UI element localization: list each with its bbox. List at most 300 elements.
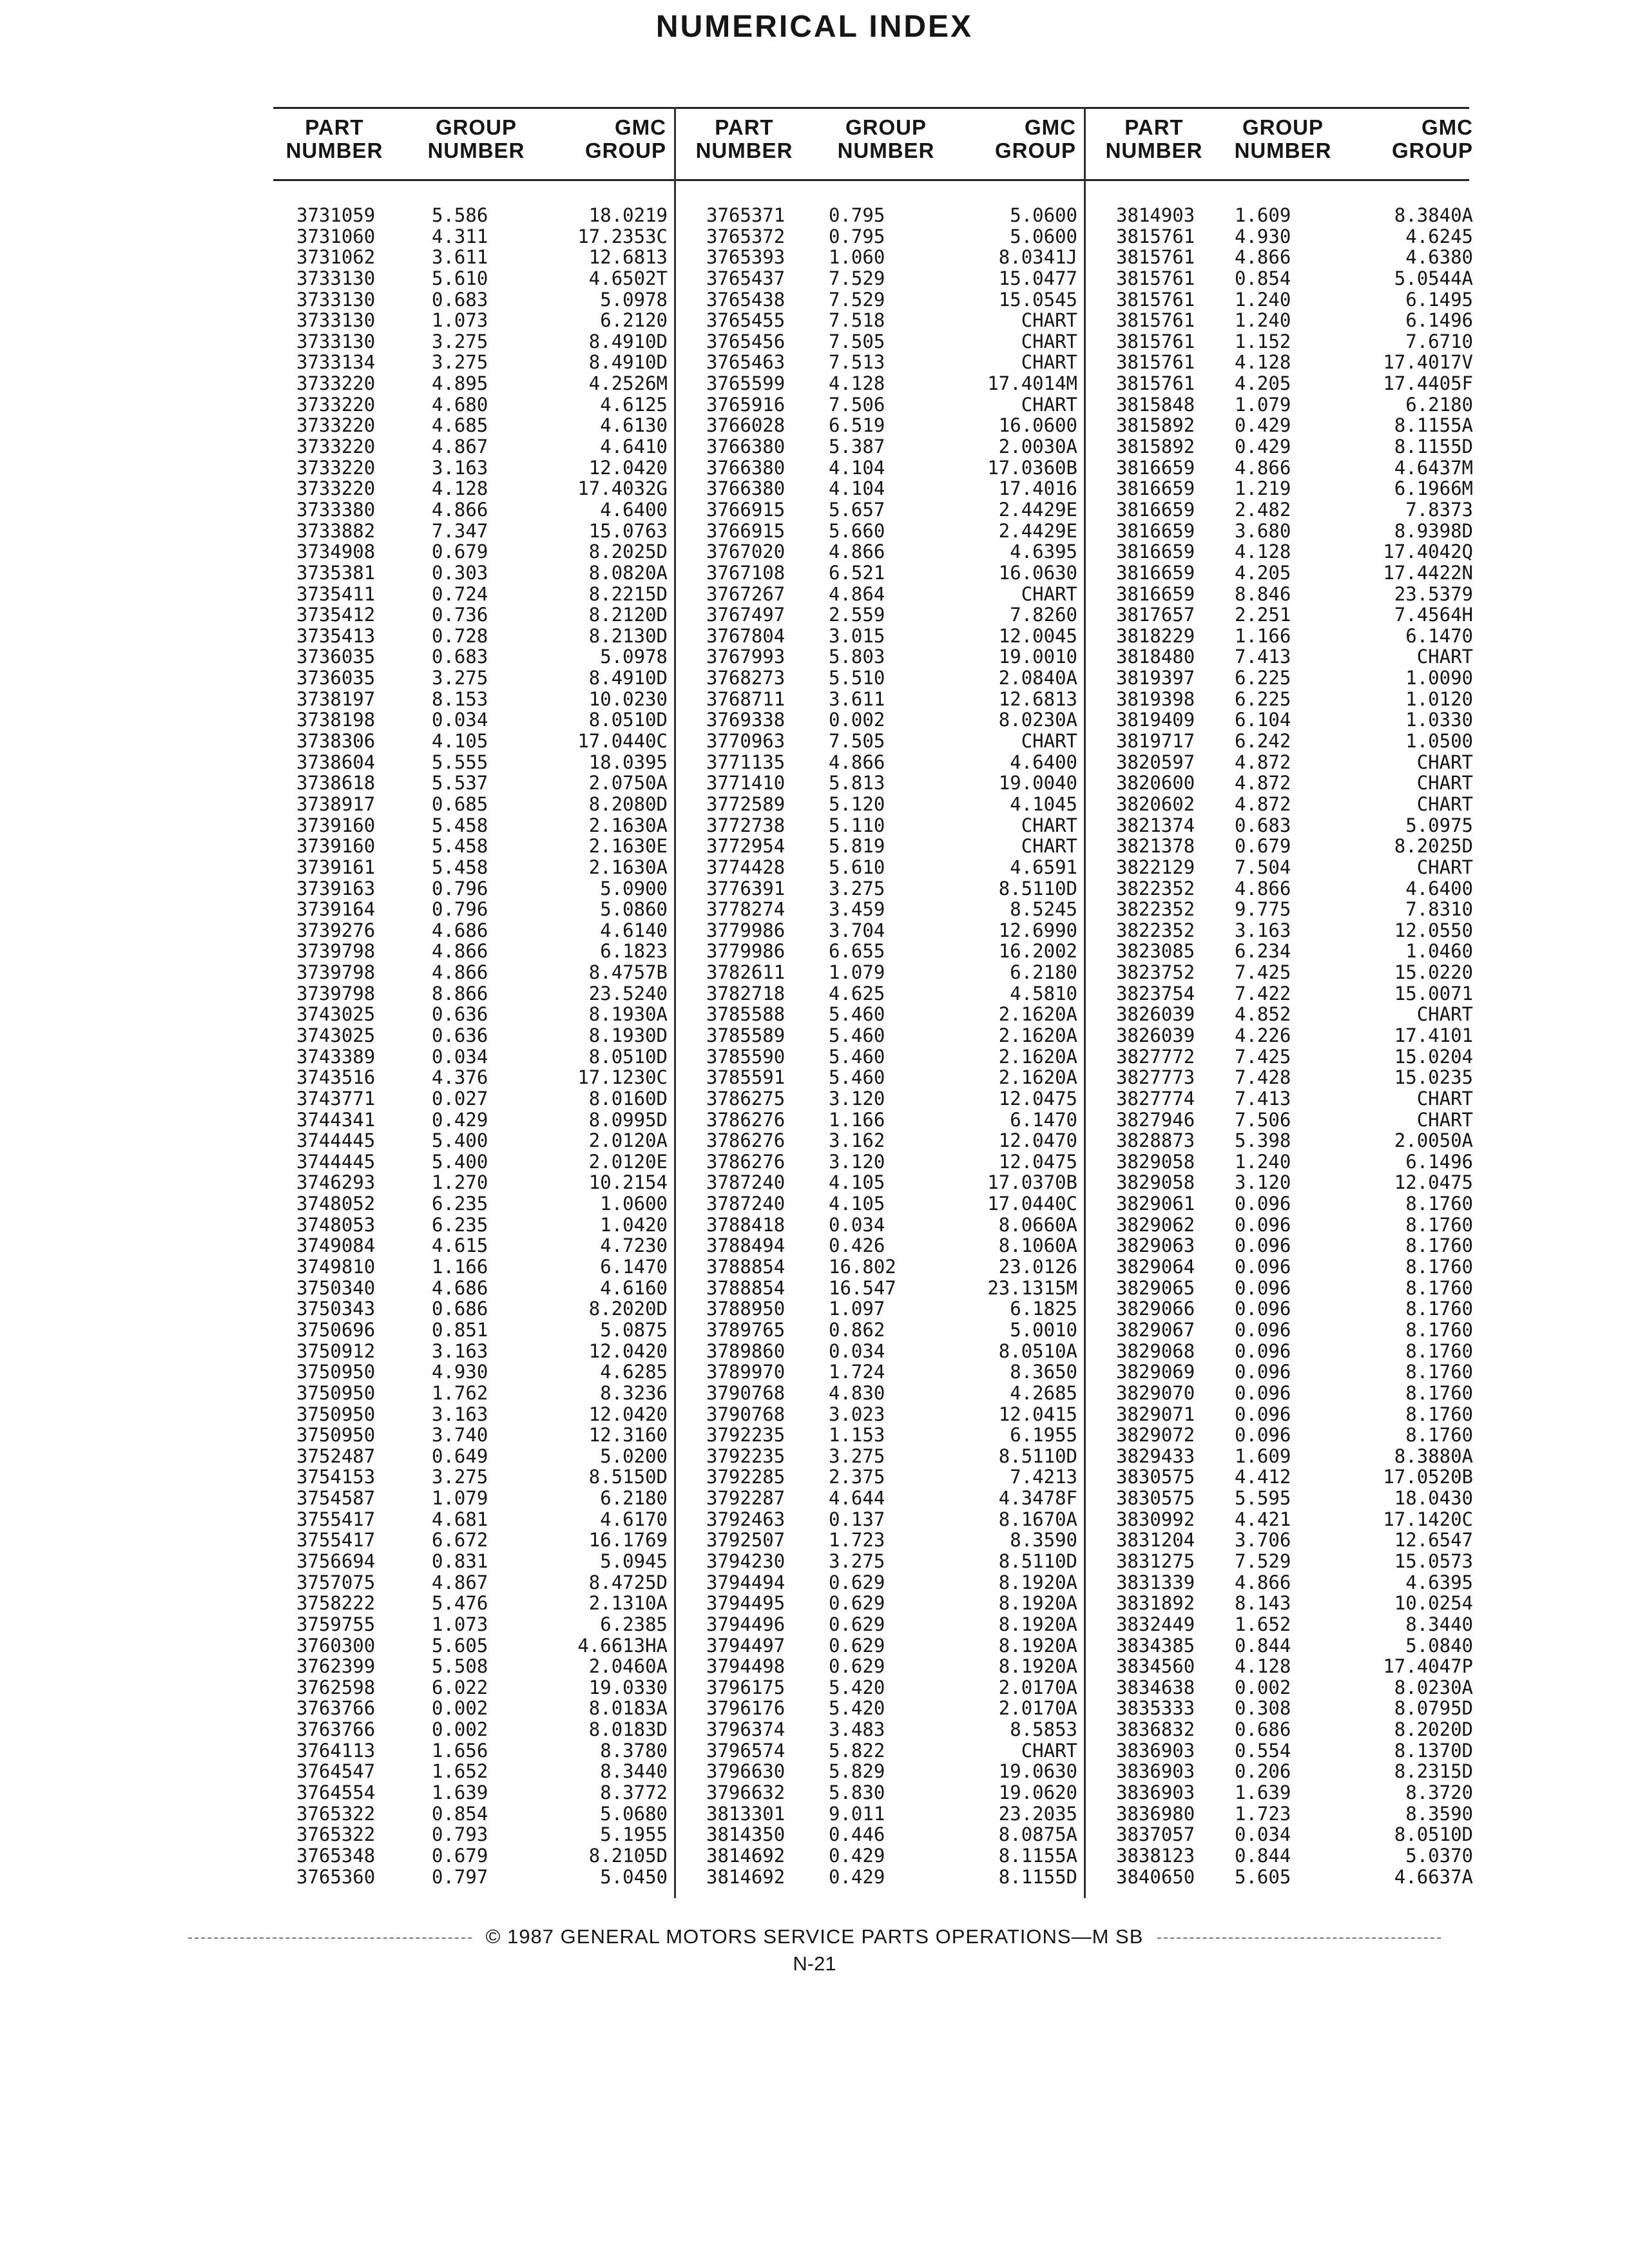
table-row (683, 1361, 1084, 1383)
table-row (1093, 709, 1480, 731)
part-number: 3834638 (1116, 1676, 1195, 1698)
part-number: 3816659 (1116, 456, 1195, 479)
group-number: 1.166 (829, 1108, 885, 1131)
gmc-group: 8.0230A (998, 709, 1077, 731)
part-number: 3835333 (1116, 1697, 1195, 1720)
part-number: 3792235 (706, 1445, 786, 1467)
group-number: 3.275 (829, 877, 885, 899)
table-row (273, 1803, 674, 1825)
part-number: 3796632 (706, 1782, 786, 1804)
group-number: 0.002 (432, 1718, 488, 1741)
gmc-group: 12.0475 (998, 1150, 1077, 1173)
table-row (1093, 983, 1480, 1004)
group-number: 5.595 (1235, 1487, 1291, 1510)
table-row (683, 331, 1084, 352)
table-row (683, 962, 1084, 983)
table-row (683, 541, 1084, 562)
group-number: 1.079 (829, 961, 885, 984)
gmc-group: 8.1930A (588, 1003, 668, 1026)
gmc-group: 5.0978 (600, 288, 668, 311)
table-row (1093, 1025, 1480, 1046)
gmc-group: 4.2685 (1010, 1381, 1077, 1404)
part-number: 3735413 (296, 624, 376, 647)
gmc-group: 4.6437M (1394, 456, 1473, 479)
part-number: 3764554 (296, 1782, 376, 1804)
group-number: 1.073 (432, 1613, 488, 1635)
table-row (273, 773, 674, 794)
part-number: 3750950 (296, 1361, 376, 1383)
table-row (1093, 1845, 1480, 1867)
gmc-group: 5.0370 (1405, 1844, 1473, 1867)
group-number: 0.206 (1235, 1760, 1291, 1783)
group-number: 5.458 (432, 856, 488, 878)
group-number: 1.166 (432, 1256, 488, 1278)
group-number: 16.802 (829, 1256, 896, 1278)
part-number: 3788854 (706, 1256, 786, 1278)
part-number: 3821374 (1116, 814, 1195, 836)
gmc-group: 8.0875A (998, 1823, 1077, 1846)
gmc-group: 12.6813 (998, 687, 1077, 710)
gmc-group: 5.1955 (600, 1823, 668, 1846)
group-number: 4.686 (432, 1276, 488, 1299)
group-number: 5.660 (829, 519, 885, 542)
group-number: 0.002 (432, 1697, 488, 1720)
part-number: 3796630 (706, 1760, 786, 1783)
gmc-group: 5.0840 (1405, 1634, 1473, 1657)
part-number: 3826039 (1116, 1003, 1195, 1026)
part-number: 3767993 (706, 646, 786, 668)
part-number: 3837057 (1116, 1823, 1195, 1846)
table-row (683, 1466, 1084, 1488)
table-row (1093, 1256, 1480, 1278)
part-number: 3785590 (706, 1045, 786, 1068)
table-row (683, 1446, 1084, 1467)
group-number: 0.426 (829, 1235, 885, 1257)
group-number: 7.506 (1235, 1108, 1291, 1131)
group-number: 0.679 (1235, 835, 1291, 858)
part-number: 3762598 (296, 1676, 376, 1698)
part-number: 3765599 (706, 372, 786, 395)
gmc-group: 8.1760 (1405, 1361, 1473, 1383)
gmc-group: 8.2080D (588, 793, 668, 815)
group-number: 0.728 (432, 624, 488, 647)
table-row (273, 815, 674, 836)
table-row (273, 205, 674, 226)
table-row (273, 1551, 674, 1572)
gmc-group: 12.0470 (998, 1129, 1077, 1152)
table-row (683, 415, 1084, 436)
table-row (1093, 1172, 1480, 1193)
group-number: 7.422 (1235, 982, 1291, 1004)
table-row (683, 478, 1084, 499)
gmc-group: 8.5150D (588, 1466, 668, 1488)
part-number: 3733220 (296, 436, 376, 458)
gmc-group: 8.9398D (1394, 519, 1473, 542)
gmc-group: CHART (1021, 351, 1077, 374)
part-number: 3738917 (296, 793, 376, 815)
gmc-group: 8.2215D (588, 582, 668, 605)
group-number: 0.096 (1235, 1256, 1291, 1278)
table-row (683, 1215, 1084, 1236)
part-number: 3830992 (1116, 1508, 1195, 1530)
group-number: 0.862 (829, 1318, 885, 1341)
group-number: 7.529 (1235, 1550, 1291, 1572)
group-number: 3.120 (829, 1087, 885, 1110)
group-number: 1.762 (432, 1381, 488, 1404)
table-row (273, 1530, 674, 1551)
gmc-group: 5.0900 (600, 877, 668, 899)
table-row (683, 205, 1084, 226)
gmc-group: 5.0875 (600, 1318, 668, 1341)
gmc-group: 6.1470 (600, 1256, 668, 1278)
table-row (683, 1803, 1084, 1825)
group-number: 4.644 (829, 1487, 885, 1510)
table-row (683, 1088, 1084, 1110)
gmc-group: 8.1760 (1405, 1298, 1473, 1320)
table-row (1093, 731, 1480, 752)
gmc-group: 4.6285 (600, 1361, 668, 1383)
part-number: 3772738 (706, 814, 786, 836)
part-number: 3788950 (706, 1298, 786, 1320)
gmc-group: 8.2315D (1394, 1760, 1473, 1783)
table-row (1093, 521, 1480, 542)
gmc-group: 8.2130D (588, 624, 668, 647)
part-number: 3815761 (1116, 330, 1195, 352)
group-number: 5.458 (432, 835, 488, 858)
table-row (273, 668, 674, 689)
group-number: 7.413 (1235, 646, 1291, 668)
gmc-group: 18.0395 (588, 751, 668, 773)
part-number: 3778274 (706, 898, 786, 921)
table-row (1093, 1446, 1480, 1467)
gmc-group: 8.3440 (1405, 1613, 1473, 1635)
group-number: 4.104 (829, 477, 885, 500)
part-number: 3766380 (706, 456, 786, 479)
table-row (273, 1488, 674, 1509)
gmc-group: CHART (1416, 1003, 1473, 1026)
gmc-group: 6.2180 (1405, 393, 1473, 416)
table-row (273, 521, 674, 542)
table-row (1093, 394, 1480, 416)
gmc-group: 1.0330 (1405, 709, 1473, 731)
gmc-group: CHART (1416, 793, 1473, 815)
part-number: 3830575 (1116, 1487, 1195, 1510)
part-number: 3822352 (1116, 877, 1195, 899)
part-number: 3764547 (296, 1760, 376, 1783)
group-number: 0.554 (1235, 1739, 1291, 1762)
gmc-group: 5.0600 (1010, 225, 1077, 247)
header-bottom-rule (273, 179, 1469, 181)
part-number: 3820602 (1116, 793, 1195, 815)
table-row (683, 836, 1084, 857)
gmc-group: 4.6395 (1405, 1571, 1473, 1593)
gmc-group: 2.0120E (588, 1150, 668, 1173)
table-row (273, 1509, 674, 1530)
group-number: 3.275 (432, 330, 488, 352)
table-row (1093, 415, 1480, 436)
gmc-group: 8.1760 (1405, 1403, 1473, 1425)
gmc-group: 7.8310 (1405, 898, 1473, 921)
part-number: 3838123 (1116, 1844, 1195, 1867)
column-header (273, 116, 674, 170)
group-number: 1.639 (432, 1782, 488, 1804)
group-number: 5.420 (829, 1697, 885, 1720)
part-number: 3760300 (296, 1634, 376, 1657)
group-number: 0.854 (432, 1802, 488, 1825)
group-number: 4.615 (432, 1235, 488, 1257)
gmc-group: 17.4101 (1394, 1024, 1473, 1046)
table-row (273, 562, 674, 584)
gmc-group: 8.1760 (1405, 1213, 1473, 1236)
part-number: 3765322 (296, 1802, 376, 1825)
gmc-group: 8.3720 (1405, 1782, 1473, 1804)
part-number: 3829066 (1116, 1298, 1195, 1320)
group-number: 0.844 (1235, 1844, 1291, 1867)
part-number: 3758222 (296, 1592, 376, 1615)
gmc-group: 1.0120 (1405, 687, 1473, 710)
group-number: 4.930 (432, 1361, 488, 1383)
part-number: 3829061 (1116, 1193, 1195, 1215)
table-row (683, 310, 1084, 331)
gmc-group: 23.5379 (1394, 582, 1473, 605)
part-number: 3794497 (706, 1634, 786, 1657)
gmc-group: 8.1930D (588, 1024, 668, 1046)
part-number: 3819717 (1116, 730, 1195, 753)
part-number: 3829062 (1116, 1213, 1195, 1236)
part-number: 3768711 (706, 687, 786, 710)
table-row (1093, 1698, 1480, 1719)
gmc-group: 2.1620A (998, 1024, 1077, 1046)
part-number: 3767267 (706, 582, 786, 605)
gmc-group: 8.1670A (998, 1508, 1077, 1530)
gmc-group: 8.1920A (998, 1634, 1077, 1657)
gmc-group: 23.0126 (998, 1256, 1077, 1278)
group-number: 4.128 (829, 372, 885, 395)
part-number: 3816659 (1116, 519, 1195, 542)
gmc-group: 19.0040 (998, 772, 1077, 794)
part-number: 3796374 (706, 1718, 786, 1741)
group-number: 4.412 (1235, 1466, 1291, 1488)
group-number: 5.813 (829, 772, 885, 794)
gmc-group: CHART (1021, 730, 1077, 753)
gmc-group: 1.0090 (1405, 667, 1473, 689)
group-number: 0.096 (1235, 1193, 1291, 1215)
table-row (273, 268, 674, 289)
group-number: 3.483 (829, 1718, 885, 1741)
group-number: 0.096 (1235, 1235, 1291, 1257)
part-number: 3831275 (1116, 1550, 1195, 1572)
gmc-group: 15.0573 (1394, 1550, 1473, 1572)
table-row (683, 1256, 1084, 1278)
table-row (273, 604, 674, 626)
table-row (273, 436, 674, 457)
gmc-group: 2.0030A (998, 436, 1077, 458)
group-number: 5.460 (829, 1003, 885, 1026)
group-number: 4.866 (432, 940, 488, 963)
group-number: 1.609 (1235, 204, 1291, 226)
gmc-group: 8.0510D (588, 709, 668, 731)
part-number: 3819409 (1116, 709, 1195, 731)
part-number: 3787240 (706, 1193, 786, 1215)
gmc-group: CHART (1416, 772, 1473, 794)
group-number: 1.270 (432, 1171, 488, 1194)
part-number: 3788854 (706, 1276, 786, 1299)
table-row (273, 1320, 674, 1341)
group-number: 4.128 (1235, 541, 1291, 563)
group-number: 0.629 (829, 1571, 885, 1593)
table-row (1093, 562, 1480, 584)
group-number: 2.559 (829, 604, 885, 626)
table-row (1093, 1320, 1480, 1341)
table-row (1093, 1278, 1480, 1299)
gmc-group: 2.1620A (998, 1003, 1077, 1026)
table-row (1093, 752, 1480, 773)
gmc-group: 8.1760 (1405, 1256, 1473, 1278)
gmc-group: 8.3590 (1405, 1802, 1473, 1825)
group-number: 5.657 (829, 498, 885, 521)
part-number: 3733130 (296, 288, 376, 311)
part-number: 3750696 (296, 1318, 376, 1341)
group-number: 0.096 (1235, 1298, 1291, 1320)
group-number: 4.105 (829, 1171, 885, 1194)
gmc-group: 4.6613HA (577, 1634, 668, 1657)
part-number: 3765455 (706, 309, 786, 332)
group-number: 4.421 (1235, 1508, 1291, 1530)
group-number: 3.275 (432, 1466, 488, 1488)
group-number: 5.458 (432, 814, 488, 836)
gmc-group: 4.6400 (1405, 877, 1473, 899)
table-row (1093, 899, 1480, 920)
part-number: 3734908 (296, 541, 376, 563)
table-row (273, 920, 674, 941)
part-number: 3834560 (1116, 1655, 1195, 1678)
table-row (273, 1004, 674, 1025)
gmc-group: 4.6160 (600, 1276, 668, 1299)
gmc-group: CHART (1021, 393, 1077, 416)
gmc-group: 19.0620 (998, 1782, 1077, 1804)
gmc-group: 8.4910D (588, 330, 668, 352)
footer-right-rule (1157, 1937, 1441, 1939)
group-number: 5.605 (432, 1634, 488, 1657)
table-row (683, 1151, 1084, 1173)
table-row (683, 1782, 1084, 1803)
part-number: 3814692 (706, 1865, 786, 1888)
part-number: 3789970 (706, 1361, 786, 1383)
table-row (273, 1341, 674, 1362)
table-row (683, 1298, 1084, 1320)
gmc-group: 15.0071 (1394, 982, 1473, 1004)
part-number: 3792235 (706, 1424, 786, 1446)
part-number: 3786276 (706, 1108, 786, 1131)
group-number: 4.872 (1235, 751, 1291, 773)
table-row (273, 1446, 674, 1467)
table-row (273, 1761, 674, 1782)
table-row (273, 1193, 674, 1215)
part-number: 3831892 (1116, 1592, 1195, 1615)
group-number: 1.240 (1235, 288, 1291, 311)
gmc-group: 8.0820A (588, 561, 668, 584)
group-number: 4.205 (1235, 561, 1291, 584)
part-number: 3731059 (296, 204, 376, 226)
group-number: 1.724 (829, 1361, 885, 1383)
gmc-group: 8.4910D (588, 667, 668, 689)
gmc-group: 8.0510D (1394, 1823, 1473, 1846)
part-number: 3774428 (706, 856, 786, 878)
table-row (1093, 205, 1480, 226)
part-number: 3771135 (706, 751, 786, 773)
group-number: 0.679 (432, 541, 488, 563)
table-row (1093, 457, 1480, 479)
gmc-group: 4.6140 (600, 919, 668, 941)
group-number: 0.034 (432, 709, 488, 731)
part-number: 3765437 (706, 267, 786, 289)
gmc-group: 10.0254 (1394, 1592, 1473, 1615)
gmc-group: 8.1920A (998, 1655, 1077, 1678)
group-number: 4.864 (829, 582, 885, 605)
part-number: 3823085 (1116, 940, 1195, 963)
table-row (683, 1404, 1084, 1425)
gmc-group: 2.1310A (588, 1592, 668, 1615)
gmc-group: 17.4047P (1383, 1655, 1473, 1678)
table-row (683, 1130, 1084, 1151)
gmc-group: 8.3780 (600, 1739, 668, 1762)
part-number: 3772589 (706, 793, 786, 815)
gmc-group: 8.3440 (600, 1760, 668, 1783)
group-number: 3.023 (829, 1403, 885, 1425)
table-row (1093, 773, 1480, 794)
group-number: 0.096 (1235, 1213, 1291, 1236)
part-number: 3733220 (296, 414, 376, 437)
part-number: 3776391 (706, 877, 786, 899)
group-number: 6.104 (1235, 709, 1291, 731)
index-rows (1093, 205, 1480, 1887)
gmc-group: 5.0600 (1010, 204, 1077, 226)
table-row (273, 1572, 674, 1593)
table-row (683, 1488, 1084, 1509)
group-number: 0.096 (1235, 1340, 1291, 1362)
part-number: 3767108 (706, 561, 786, 584)
group-number: 5.537 (432, 772, 488, 794)
gmc-group: 6.1823 (600, 940, 668, 963)
group-number: 0.796 (432, 898, 488, 921)
gmc-group: CHART (1416, 856, 1473, 878)
part-number: 3743771 (296, 1087, 376, 1110)
group-number: 0.429 (829, 1865, 885, 1888)
gmc-group: 8.2020D (588, 1298, 668, 1320)
part-number: 3794494 (706, 1571, 786, 1593)
part-number: 3832449 (1116, 1613, 1195, 1635)
part-number: 3755417 (296, 1529, 376, 1552)
part-number: 3836903 (1116, 1782, 1195, 1804)
group-number: 5.829 (829, 1760, 885, 1783)
part-number: 3749084 (296, 1235, 376, 1257)
table-row (273, 899, 674, 920)
group-number: 0.686 (432, 1298, 488, 1320)
gmc-group: 4.6410 (600, 436, 668, 458)
group-number: 0.137 (829, 1508, 885, 1530)
group-number: 9.011 (829, 1802, 885, 1825)
gmc-group: 4.6591 (1010, 856, 1077, 878)
gmc-group: CHART (1021, 835, 1077, 858)
column-header (1093, 116, 1480, 170)
gmc-group: 8.1920A (998, 1613, 1077, 1635)
group-number: 0.683 (432, 288, 488, 311)
part-number: 3750950 (296, 1424, 376, 1446)
gmc-group: CHART (1021, 814, 1077, 836)
group-number: 0.636 (432, 1024, 488, 1046)
table-row (683, 373, 1084, 394)
group-number: 0.034 (829, 1213, 885, 1236)
